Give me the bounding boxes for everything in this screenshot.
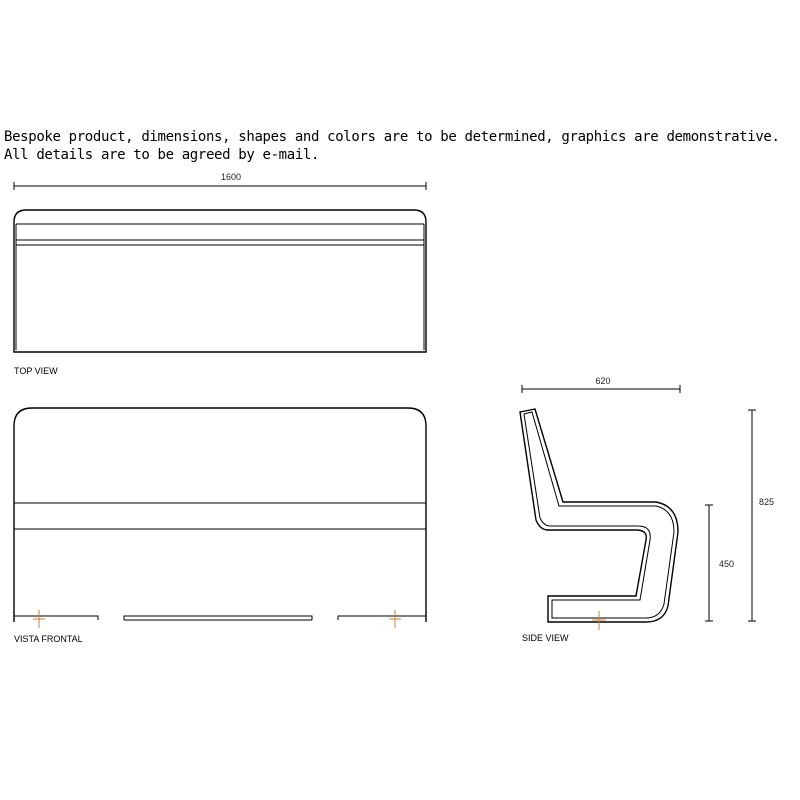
side-view-bench-profile	[520, 409, 678, 622]
side-view-total-height-dimension-line	[748, 410, 756, 621]
top-view-width-dimension: 1600	[220, 172, 242, 182]
front-view	[14, 408, 426, 644]
side-view	[520, 376, 774, 643]
anchor-point-right-marker	[389, 610, 401, 628]
side-view-label: SIDE VIEW	[522, 633, 569, 643]
top-view-label: TOP VIEW	[14, 366, 58, 376]
top-view	[14, 172, 426, 376]
anchor-point-left-marker	[33, 610, 45, 628]
side-view-seat-height-dimension-line	[705, 505, 713, 621]
side-view-total-height-dimension: 825	[759, 497, 775, 507]
side-view-seat-height-dimension: 450	[719, 559, 735, 569]
disclaimer-note: Bespoke product, dimensions, shapes and colors are to be determined, graphics are demonstrative. All details are to be agreed by e-mail.	[4, 129, 780, 163]
side-view-depth-dimension: 620	[595, 376, 611, 386]
side-view-depth-dimension-line	[522, 385, 680, 393]
front-view-label: VISTA FRONTAL	[14, 634, 83, 644]
side-anchor-point-marker	[592, 611, 606, 630]
front-view-bench-outline	[14, 408, 426, 622]
top-view-bench-outline	[14, 210, 426, 352]
top-view-dimension-line	[14, 182, 426, 190]
